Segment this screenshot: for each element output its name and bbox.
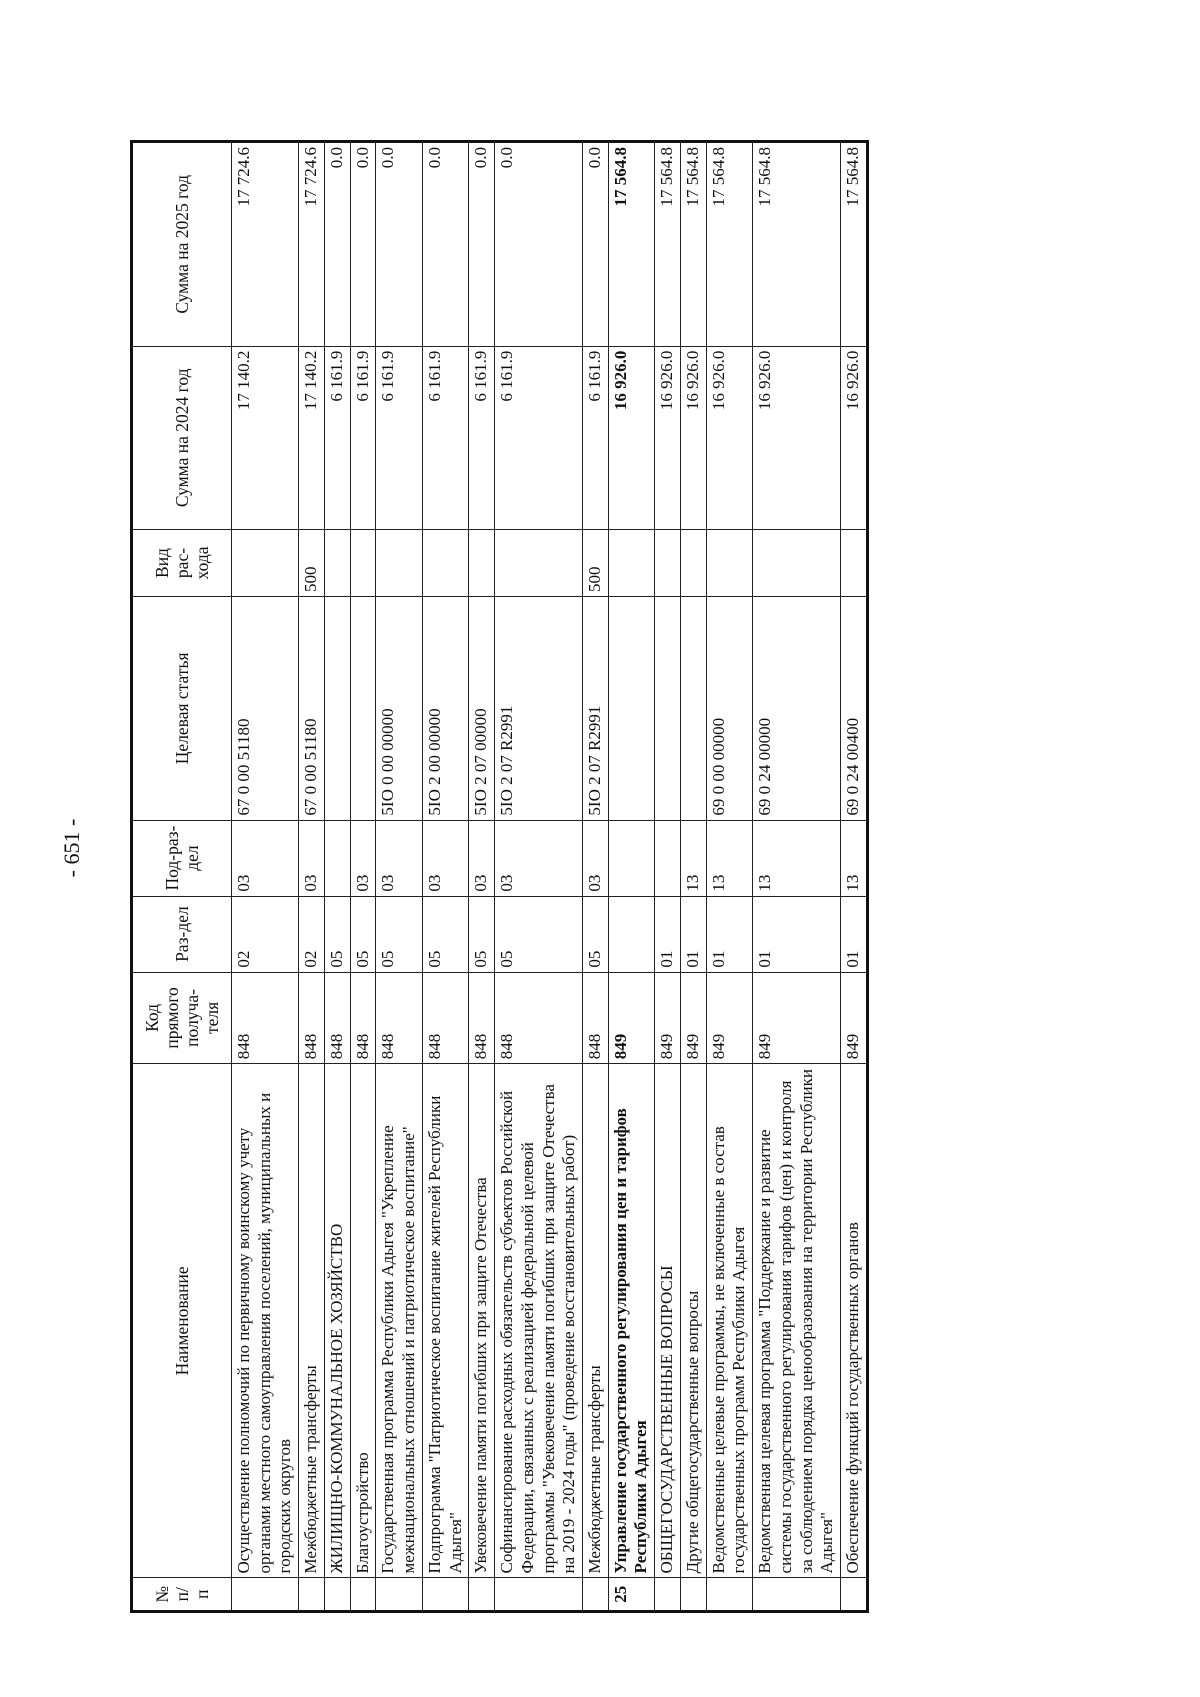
cell-sum-2025: 0.0 [469,142,495,347]
cell-sum-2024: 6 161.9 [469,346,495,529]
table-row [299,142,325,1612]
cell-type: 500 [583,529,609,596]
cell-name: ЖИЛИЩНО-КОММУНАЛЬНОЕ ХОЗЯЙСТВО [324,1064,350,1578]
cell-num [232,1578,299,1612]
header-num: № п/п [132,1578,232,1612]
cell-article: 5IO 0 00 00000 [376,597,422,821]
table-row [706,142,752,1612]
cell-code: 849 [753,972,841,1064]
table-header-row [132,142,232,1612]
cell-code: 849 [608,972,654,1064]
table-row [753,142,841,1612]
cell-code: 848 [324,972,350,1064]
table-row [680,142,706,1612]
cell-code: 848 [422,972,468,1064]
cell-sum-2024: 6 161.9 [422,346,468,529]
cell-section: 05 [350,896,376,972]
rotated-table-container [130,140,1060,1613]
cell-sum-2024: 6 161.9 [583,346,609,529]
cell-sum-2024: 16 926.0 [680,346,706,529]
header-article: Целевая статья [132,597,232,821]
cell-sum-2025: 0.0 [350,142,376,347]
table-row [495,142,583,1612]
cell-num [495,1578,583,1612]
cell-type [655,529,681,596]
cell-type [232,529,299,596]
cell-sum-2025: 0.0 [583,142,609,347]
cell-num [753,1578,841,1612]
table-row [324,142,350,1612]
cell-sum-2025: 17 564.8 [753,142,841,347]
cell-code: 848 [299,972,325,1064]
cell-name: Межбюджетные трансферты [583,1064,609,1578]
cell-subsection: 13 [753,820,841,896]
cell-code: 849 [706,972,752,1064]
cell-article [324,597,350,821]
cell-subsection: 03 [376,820,422,896]
cell-article [350,597,376,821]
cell-name: Ведомственные целевые программы, не включенные в состав государственных программ Республики Адыгея [706,1064,752,1578]
table-row [841,142,868,1612]
table-row [608,142,654,1612]
cell-sum-2025: 0.0 [422,142,468,347]
cell-num [706,1578,752,1612]
cell-sum-2024: 6 161.9 [324,346,350,529]
cell-article: 5IO 2 00 00000 [422,597,468,821]
cell-subsection [655,820,681,896]
cell-type [680,529,706,596]
cell-name: Благоустройство [350,1064,376,1578]
cell-article: 67 0 00 51180 [232,597,299,821]
cell-type [350,529,376,596]
page-number: - 651 - [59,818,84,878]
cell-sum-2024: 17 140.2 [299,346,325,529]
cell-name: Ведомственная целевая программа "Поддержание и развитие системы государственного регулирования тарифов (цен) и контроля за соблюдением порядка ценообразования на территории Республики Адыгея" [753,1064,841,1578]
cell-section: 05 [469,896,495,972]
table-row [469,142,495,1612]
cell-section: 01 [680,896,706,972]
cell-sum-2025: 0.0 [376,142,422,347]
cell-code: 848 [583,972,609,1064]
cell-subsection: 03 [495,820,583,896]
cell-section: 01 [841,896,868,972]
cell-article: 5IO 2 07 R2991 [583,597,609,821]
cell-type [841,529,868,596]
cell-subsection: 13 [841,820,868,896]
cell-name: Другие общегосударственные вопросы [680,1064,706,1578]
cell-name: Межбюджетные трансферты [299,1064,325,1578]
cell-sum-2025: 17 724.6 [232,142,299,347]
cell-num [350,1578,376,1612]
cell-section: 02 [299,896,325,972]
header-code: Код прямого получа-теля [132,972,232,1064]
cell-name: Обеспечение функций государственных органов [841,1064,868,1578]
cell-type [495,529,583,596]
cell-sum-2024: 17 140.2 [232,346,299,529]
cell-sum-2024: 6 161.9 [350,346,376,529]
cell-sum-2025: 17 564.8 [608,142,654,347]
cell-article: 69 0 00 00000 [706,597,752,821]
cell-subsection: 13 [706,820,752,896]
cell-section: 01 [753,896,841,972]
table-row [232,142,299,1612]
cell-section: 01 [655,896,681,972]
cell-sum-2025: 17 724.6 [299,142,325,347]
cell-section: 02 [232,896,299,972]
cell-section: 05 [583,896,609,972]
table-row [422,142,468,1612]
cell-sum-2024: 16 926.0 [706,346,752,529]
cell-name: Государственная программа Республики Адыгея "Укрепление межнациональных отношений и патриотическое воспитание" [376,1064,422,1578]
cell-num [469,1578,495,1612]
cell-subsection: 03 [422,820,468,896]
cell-sum-2024: 6 161.9 [495,346,583,529]
cell-num [680,1578,706,1612]
header-sum-2025: Сумма на 2025 год [132,142,232,347]
cell-article: 5IO 2 07 00000 [469,597,495,821]
cell-num [299,1578,325,1612]
cell-subsection [324,820,350,896]
cell-num [376,1578,422,1612]
header-sum-2024: Сумма на 2024 год [132,346,232,529]
cell-name: Управление государственного регулирования цен и тарифов Республики Адыгея [608,1064,654,1578]
cell-code: 848 [232,972,299,1064]
cell-type [469,529,495,596]
cell-sum-2024: 16 926.0 [841,346,868,529]
cell-name: Софинансирование расходных обязательств субъектов Российской Федерации, связанных с реализацией федеральной целевой программы "Увековечение памяти погибших при защите Отечества на 2019 - 2024 годы" (проведение восстановительных работ) [495,1064,583,1578]
cell-subsection: 03 [583,820,609,896]
cell-subsection: 13 [680,820,706,896]
budget-table [130,140,869,1613]
cell-section: 01 [706,896,752,972]
cell-subsection: 03 [299,820,325,896]
table-row [583,142,609,1612]
cell-section: 05 [376,896,422,972]
cell-sum-2025: 17 564.8 [841,142,868,347]
cell-section [608,896,654,972]
cell-article: 67 0 00 51180 [299,597,325,821]
cell-sum-2025: 17 564.8 [706,142,752,347]
table-row [376,142,422,1612]
cell-code: 849 [655,972,681,1064]
cell-name: Подпрограмма "Патриотическое воспитание жителей Республики Адыгея" [422,1064,468,1578]
header-section: Раз-дел [132,896,232,972]
cell-sum-2024: 16 926.0 [608,346,654,529]
cell-subsection: 03 [232,820,299,896]
header-subsection: Под-раз-дел [132,820,232,896]
cell-subsection [608,820,654,896]
cell-subsection: 03 [469,820,495,896]
cell-section: 05 [324,896,350,972]
cell-subsection: 03 [350,820,376,896]
cell-section: 05 [495,896,583,972]
cell-code: 848 [376,972,422,1064]
cell-article: 69 0 24 00400 [841,597,868,821]
cell-type [706,529,752,596]
cell-article [608,597,654,821]
cell-code: 849 [841,972,868,1064]
cell-code: 848 [495,972,583,1064]
cell-num [655,1578,681,1612]
cell-num [841,1578,868,1612]
cell-code: 848 [469,972,495,1064]
cell-code: 849 [680,972,706,1064]
cell-code: 848 [350,972,376,1064]
cell-article [680,597,706,821]
cell-sum-2025: 0.0 [495,142,583,347]
cell-num: 25 [608,1578,654,1612]
header-name: Наименование [132,1064,232,1578]
cell-sum-2024: 16 926.0 [753,346,841,529]
cell-type [608,529,654,596]
cell-name: ОБЩЕГОСУДАРСТВЕННЫЕ ВОПРОСЫ [655,1064,681,1578]
cell-type [422,529,468,596]
cell-sum-2025: 0.0 [324,142,350,347]
cell-type [376,529,422,596]
cell-type [753,529,841,596]
cell-article [655,597,681,821]
cell-sum-2025: 17 564.8 [655,142,681,347]
cell-type: 500 [299,529,325,596]
cell-sum-2024: 16 926.0 [655,346,681,529]
cell-num [422,1578,468,1612]
cell-section: 05 [422,896,468,972]
cell-num [583,1578,609,1612]
cell-name: Увековечение памяти погибших при защите Отечества [469,1064,495,1578]
cell-sum-2024: 6 161.9 [376,346,422,529]
table-row [655,142,681,1612]
cell-article: 5IO 2 07 R2991 [495,597,583,821]
cell-sum-2025: 17 564.8 [680,142,706,347]
table-row [350,142,376,1612]
cell-type [324,529,350,596]
header-type: Вид рас-хода [132,529,232,596]
cell-article: 69 0 24 00000 [753,597,841,821]
cell-num [324,1578,350,1612]
cell-name: Осуществление полномочий по первичному воинскому учету органами местного самоуправления поселений, муниципальных и городских округов [232,1064,299,1578]
